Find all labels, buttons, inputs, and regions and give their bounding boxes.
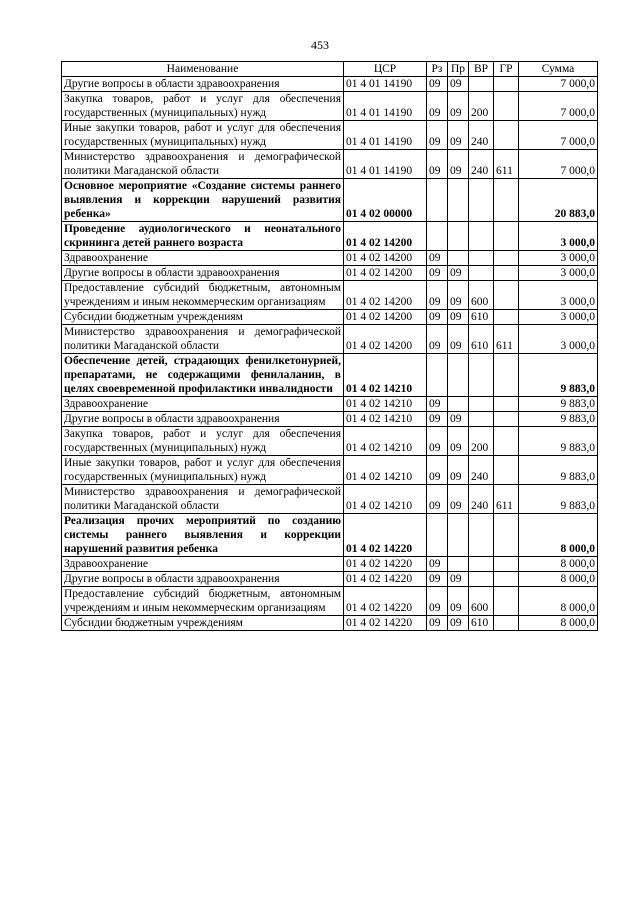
cell-sum: 20 883,0 xyxy=(519,179,598,222)
cell-sum: 8 000,0 xyxy=(519,616,598,631)
page-number: 453 xyxy=(311,38,329,52)
cell-sum: 7 000,0 xyxy=(519,77,598,92)
table-row xyxy=(62,310,598,325)
cell-vr: 600 xyxy=(469,587,494,616)
cell-csr: 01 4 02 14200 xyxy=(344,222,427,251)
cell-gr xyxy=(494,310,519,325)
cell-csr: 01 4 02 14210 xyxy=(344,427,427,456)
cell-rz: 09 xyxy=(427,412,448,427)
cell-gr: 611 xyxy=(494,325,519,354)
cell-gr xyxy=(494,266,519,281)
table-row xyxy=(62,150,598,179)
cell-name: Министерство здравоохранения и демографической политики Магаданской области xyxy=(62,325,344,354)
cell-rz: 09 xyxy=(427,150,448,179)
cell-csr: 01 4 02 14200 xyxy=(344,281,427,310)
cell-vr xyxy=(469,557,494,572)
cell-gr xyxy=(494,179,519,222)
cell-name: Иные закупки товаров, работ и услуг для обеспечения государственных (муниципальных) нужд xyxy=(62,121,344,150)
cell-gr xyxy=(494,251,519,266)
cell-csr: 01 4 01 14190 xyxy=(344,77,427,92)
cell-csr: 01 4 02 14220 xyxy=(344,572,427,587)
cell-sum: 8 000,0 xyxy=(519,572,598,587)
cell-name: Министерство здравоохранения и демографической политики Магаданской области xyxy=(62,150,344,179)
cell-name: Иные закупки товаров, работ и услуг для обеспечения государственных (муниципальных) нужд xyxy=(62,456,344,485)
cell-sum: 9 883,0 xyxy=(519,456,598,485)
cell-pr xyxy=(448,557,469,572)
cell-pr: 09 xyxy=(448,572,469,587)
cell-vr xyxy=(469,412,494,427)
table-row xyxy=(62,587,598,616)
table-row xyxy=(62,222,598,251)
cell-rz xyxy=(427,179,448,222)
cell-name: Предоставление субсидий бюджетным, автономным учреждениям и иным некоммерческим организациям xyxy=(62,281,344,310)
table-row xyxy=(62,456,598,485)
cell-pr: 09 xyxy=(448,266,469,281)
cell-rz: 09 xyxy=(427,251,448,266)
table-row xyxy=(62,616,598,631)
cell-name: Здравоохранение xyxy=(62,251,344,266)
table-row xyxy=(62,572,598,587)
cell-sum: 3 000,0 xyxy=(519,281,598,310)
cell-csr: 01 4 02 14200 xyxy=(344,251,427,266)
table-row xyxy=(62,514,598,557)
cell-name: Здравоохранение xyxy=(62,557,344,572)
cell-pr xyxy=(448,397,469,412)
cell-pr: 09 xyxy=(448,412,469,427)
cell-name: Закупка товаров, работ и услуг для обеспечения государственных (муниципальных) нужд xyxy=(62,427,344,456)
cell-pr: 09 xyxy=(448,281,469,310)
cell-rz xyxy=(427,354,448,397)
header-name: Наименование xyxy=(62,62,344,77)
cell-gr xyxy=(494,281,519,310)
table-row xyxy=(62,397,598,412)
cell-gr: 611 xyxy=(494,150,519,179)
cell-vr: 200 xyxy=(469,427,494,456)
cell-name: Предоставление субсидий бюджетным, автономным учреждениям и иным некоммерческим организациям xyxy=(62,587,344,616)
cell-csr: 01 4 02 14210 xyxy=(344,397,427,412)
cell-pr: 09 xyxy=(448,121,469,150)
cell-pr: 09 xyxy=(448,92,469,121)
cell-gr xyxy=(494,397,519,412)
cell-rz: 09 xyxy=(427,427,448,456)
cell-name: Министерство здравоохранения и демографической политики Магаданской области xyxy=(62,485,344,514)
cell-sum: 7 000,0 xyxy=(519,92,598,121)
cell-csr: 01 4 02 00000 xyxy=(344,179,427,222)
cell-csr: 01 4 02 14220 xyxy=(344,514,427,557)
cell-vr: 240 xyxy=(469,121,494,150)
cell-rz: 09 xyxy=(427,92,448,121)
header-pr: Пр xyxy=(448,62,469,77)
cell-pr: 09 xyxy=(448,427,469,456)
table-row xyxy=(62,121,598,150)
header-sum: Сумма xyxy=(519,62,598,77)
cell-vr: 240 xyxy=(469,456,494,485)
cell-rz: 09 xyxy=(427,310,448,325)
table-row xyxy=(62,251,598,266)
cell-gr xyxy=(494,121,519,150)
cell-sum: 9 883,0 xyxy=(519,485,598,514)
cell-name: Проведение аудиологического и неонатального скрининга детей раннего возраста xyxy=(62,222,344,251)
table-row xyxy=(62,485,598,514)
cell-csr: 01 4 01 14190 xyxy=(344,92,427,121)
cell-rz: 09 xyxy=(427,572,448,587)
table-header-row xyxy=(62,62,598,77)
cell-sum: 3 000,0 xyxy=(519,310,598,325)
cell-name: Основное мероприятие «Создание системы раннего выявления и коррекции нарушений развития ребенка» xyxy=(62,179,344,222)
cell-gr xyxy=(494,92,519,121)
cell-pr: 09 xyxy=(448,616,469,631)
cell-pr xyxy=(448,222,469,251)
cell-vr: 610 xyxy=(469,310,494,325)
table-row xyxy=(62,281,598,310)
cell-sum: 8 000,0 xyxy=(519,587,598,616)
cell-pr: 09 xyxy=(448,485,469,514)
cell-vr xyxy=(469,77,494,92)
table-row xyxy=(62,77,598,92)
table-row xyxy=(62,354,598,397)
cell-pr: 09 xyxy=(448,150,469,179)
table-row xyxy=(62,179,598,222)
cell-csr: 01 4 02 14210 xyxy=(344,354,427,397)
cell-csr: 01 4 02 14210 xyxy=(344,412,427,427)
cell-sum: 9 883,0 xyxy=(519,427,598,456)
cell-vr: 200 xyxy=(469,92,494,121)
cell-gr xyxy=(494,587,519,616)
cell-vr xyxy=(469,266,494,281)
cell-csr: 01 4 02 14200 xyxy=(344,325,427,354)
cell-pr xyxy=(448,354,469,397)
cell-csr: 01 4 02 14220 xyxy=(344,557,427,572)
cell-gr xyxy=(494,572,519,587)
cell-csr: 01 4 02 14210 xyxy=(344,485,427,514)
cell-name: Здравоохранение xyxy=(62,397,344,412)
cell-name: Закупка товаров, работ и услуг для обеспечения государственных (муниципальных) нужд xyxy=(62,92,344,121)
table-row xyxy=(62,557,598,572)
cell-pr: 09 xyxy=(448,325,469,354)
cell-sum: 9 883,0 xyxy=(519,397,598,412)
cell-gr xyxy=(494,354,519,397)
cell-gr xyxy=(494,514,519,557)
cell-csr: 01 4 01 14190 xyxy=(344,150,427,179)
cell-rz: 09 xyxy=(427,616,448,631)
cell-sum: 3 000,0 xyxy=(519,266,598,281)
cell-name: Обеспечение детей, страдающих фенилкетонурией, препаратами, не содержащими фенилаланин, в целях своевременной профилактики инвалидности xyxy=(62,354,344,397)
cell-sum: 9 883,0 xyxy=(519,412,598,427)
cell-name: Другие вопросы в области здравоохранения xyxy=(62,77,344,92)
cell-rz: 09 xyxy=(427,121,448,150)
cell-vr: 610 xyxy=(469,616,494,631)
cell-pr: 09 xyxy=(448,587,469,616)
table-row xyxy=(62,92,598,121)
cell-gr xyxy=(494,222,519,251)
cell-pr xyxy=(448,251,469,266)
cell-vr: 240 xyxy=(469,150,494,179)
cell-sum: 8 000,0 xyxy=(519,557,598,572)
header-vr: ВР xyxy=(469,62,494,77)
cell-gr: 611 xyxy=(494,485,519,514)
cell-name: Другие вопросы в области здравоохранения xyxy=(62,266,344,281)
cell-gr xyxy=(494,557,519,572)
cell-name: Субсидии бюджетным учреждениям xyxy=(62,616,344,631)
cell-pr: 09 xyxy=(448,456,469,485)
header-rz: Рз xyxy=(427,62,448,77)
cell-gr xyxy=(494,616,519,631)
cell-pr: 09 xyxy=(448,77,469,92)
cell-rz xyxy=(427,222,448,251)
cell-sum: 3 000,0 xyxy=(519,251,598,266)
cell-csr: 01 4 02 14200 xyxy=(344,310,427,325)
table-row xyxy=(62,266,598,281)
cell-csr: 01 4 01 14190 xyxy=(344,121,427,150)
cell-sum: 7 000,0 xyxy=(519,150,598,179)
cell-csr: 01 4 02 14210 xyxy=(344,456,427,485)
table-row xyxy=(62,427,598,456)
cell-sum: 7 000,0 xyxy=(519,121,598,150)
cell-vr xyxy=(469,222,494,251)
cell-rz: 09 xyxy=(427,397,448,412)
cell-rz: 09 xyxy=(427,266,448,281)
cell-rz: 09 xyxy=(427,485,448,514)
cell-rz: 09 xyxy=(427,281,448,310)
table-row xyxy=(62,412,598,427)
cell-gr xyxy=(494,412,519,427)
cell-pr xyxy=(448,179,469,222)
budget-table xyxy=(61,61,598,631)
cell-pr: 09 xyxy=(448,310,469,325)
cell-csr: 01 4 02 14200 xyxy=(344,266,427,281)
cell-csr: 01 4 02 14220 xyxy=(344,587,427,616)
cell-rz: 09 xyxy=(427,325,448,354)
cell-sum: 3 000,0 xyxy=(519,325,598,354)
header-csr: ЦСР xyxy=(344,62,427,77)
cell-name: Другие вопросы в области здравоохранения xyxy=(62,572,344,587)
cell-vr: 610 xyxy=(469,325,494,354)
cell-gr xyxy=(494,77,519,92)
cell-vr: 240 xyxy=(469,485,494,514)
cell-gr xyxy=(494,427,519,456)
cell-vr xyxy=(469,251,494,266)
cell-name: Другие вопросы в области здравоохранения xyxy=(62,412,344,427)
cell-vr xyxy=(469,354,494,397)
cell-pr xyxy=(448,514,469,557)
cell-rz: 09 xyxy=(427,587,448,616)
cell-rz: 09 xyxy=(427,77,448,92)
cell-vr xyxy=(469,397,494,412)
cell-sum: 3 000,0 xyxy=(519,222,598,251)
cell-sum: 8 000,0 xyxy=(519,514,598,557)
cell-rz xyxy=(427,514,448,557)
cell-name: Реализация прочих мероприятий по созданию системы раннего выявления и коррекции нарушений развития ребенка xyxy=(62,514,344,557)
cell-csr: 01 4 02 14220 xyxy=(344,616,427,631)
cell-vr xyxy=(469,514,494,557)
cell-rz: 09 xyxy=(427,456,448,485)
cell-name: Субсидии бюджетным учреждениям xyxy=(62,310,344,325)
cell-gr xyxy=(494,456,519,485)
cell-vr xyxy=(469,572,494,587)
cell-vr: 600 xyxy=(469,281,494,310)
cell-sum: 9 883,0 xyxy=(519,354,598,397)
table-row xyxy=(62,325,598,354)
header-gr: ГР xyxy=(494,62,519,77)
cell-rz: 09 xyxy=(427,557,448,572)
cell-vr xyxy=(469,179,494,222)
